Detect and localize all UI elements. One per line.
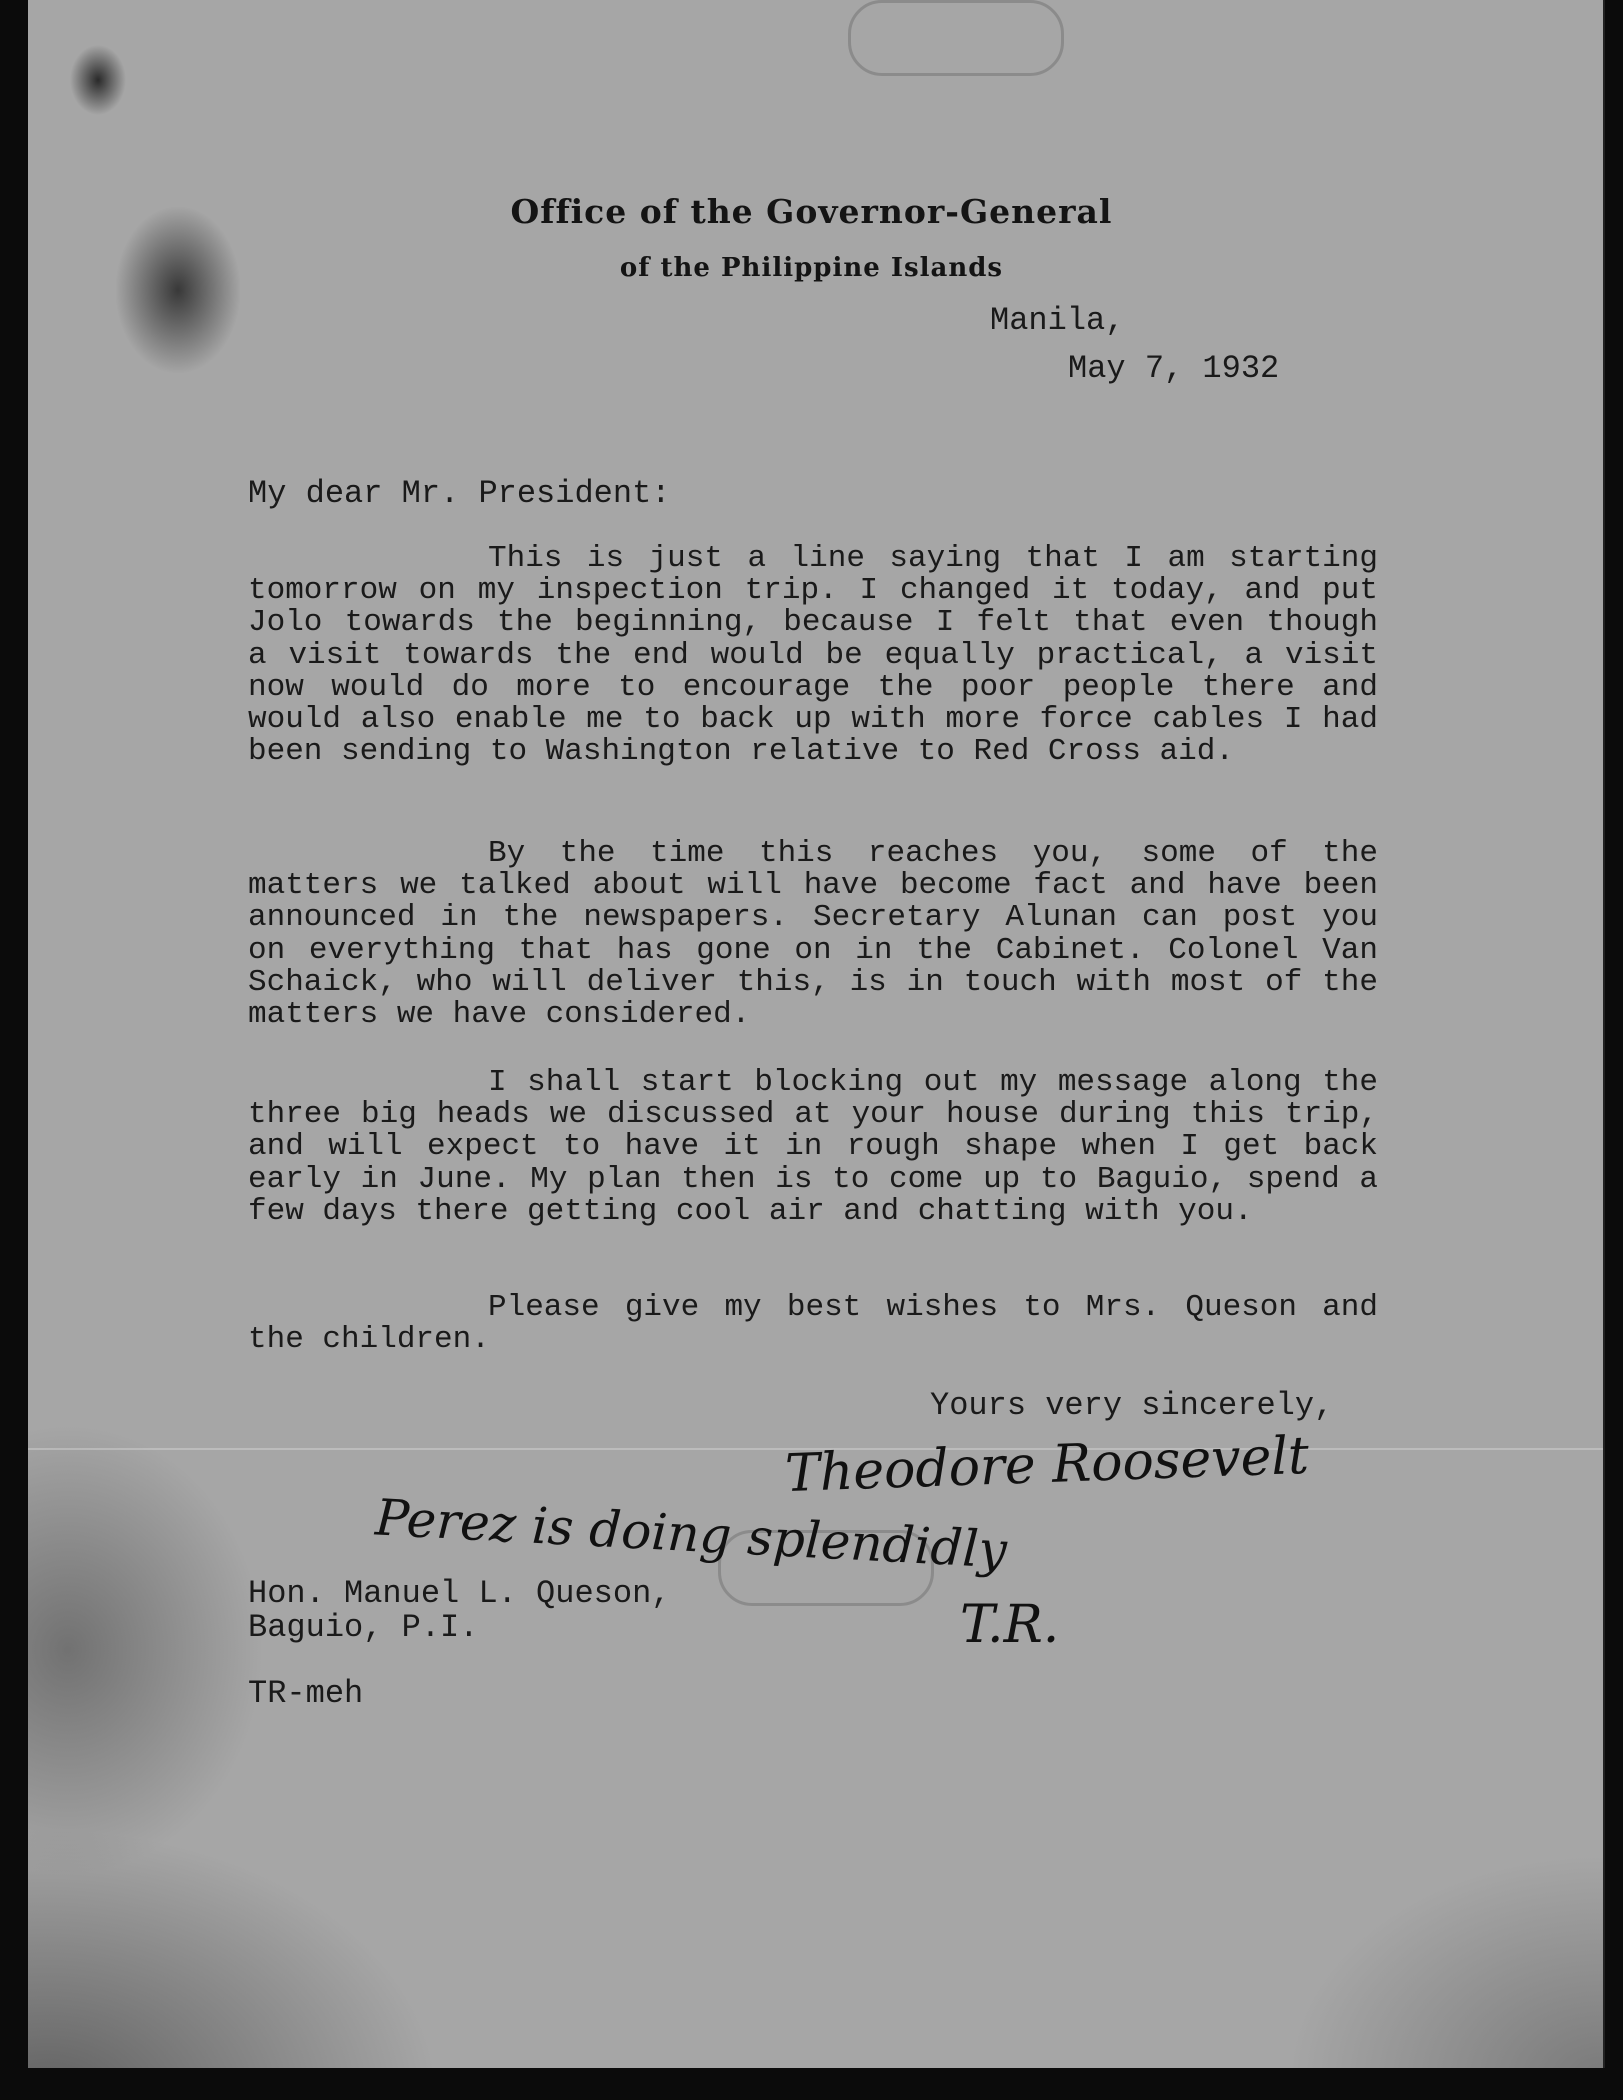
handwritten-initials: T.R. xyxy=(960,1595,1060,1655)
letterhead-title: Office of the Governor-General xyxy=(510,192,1113,231)
closing: Yours very sincerely, xyxy=(930,1387,1334,1424)
place-line: Manila, xyxy=(990,302,1125,339)
body-paragraph-4: Please give my best wishes to Mrs. Queson and the children. xyxy=(248,1290,1378,1358)
letterhead-subtitle: of the Philippine Islands xyxy=(619,253,1004,283)
handwritten-note: Perez is doing splendidly xyxy=(373,1488,1009,1580)
letter-paper xyxy=(28,0,1605,2068)
salutation: My dear Mr. President: xyxy=(248,475,671,512)
stamp-mark xyxy=(848,0,1064,76)
signature: Theodore Roosevelt xyxy=(784,1425,1310,1505)
reference-initials: TR-meh xyxy=(248,1675,364,1712)
body-paragraph-1: This is just a line saying that I am starting tomorrow on my inspection trip. I changed it today, and put Jolo towards the beginning, because I felt that even though a visit towards the end would be equally practical, a visit now would do more to encourage the poor people there and would also enable me to back up with more force cables I had been sending to Washington relative to Red Cross aid. xyxy=(248,541,1378,770)
body-paragraph-3: I shall start blocking out my message along the three big heads we discussed at your house during this trip, and will expect to have it in rough shape when I get back early in June. My plan then is to come up to Baguio, spend a few days there getting cool air and chatting with you. xyxy=(248,1065,1378,1229)
body-paragraph-2: By the time this reaches you, some of the matters we talked about will have become fact and have been announced in the newspapers. Secretary Alunan can post you on everything that has gone on in the Cabinet. Colonel Van Schaick, who will deliver this, is in touch with most of the matters we have considered. xyxy=(248,836,1378,1033)
addressee-location: Baguio, P.I. xyxy=(248,1609,479,1646)
date-line: May 7, 1932 xyxy=(1068,350,1280,387)
addressee-name: Hon. Manuel L. Queson, xyxy=(248,1575,671,1612)
